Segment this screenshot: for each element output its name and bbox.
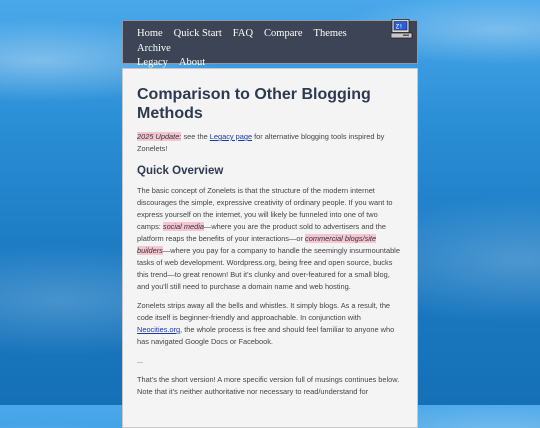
nav-archive[interactable]: Archive — [137, 42, 171, 54]
nav-about[interactable]: About — [178, 57, 206, 68]
update-tag: 2025 Update: — [137, 132, 182, 141]
page-title: Comparison to Other Blogging Methods — [137, 86, 371, 122]
p2-text-1: Zonelets strips away all the bells and whistles. It simply blogs. As a result, the code itself is beginner-friendly and approachable. In conjunction with — [137, 301, 391, 322]
highlight-social-media: social media — [162, 222, 204, 231]
page-wrapper — [122, 20, 418, 420]
highlight-commercial-blogs: commercial blogs/site builders — [137, 234, 377, 255]
overview-paragraph-1 — [137, 185, 403, 293]
nav-quick-start[interactable]: Quick Start — [173, 28, 222, 39]
legacy-page-link[interactable]: Legacy page — [209, 132, 253, 141]
nav-legacy[interactable]: Legacy — [137, 57, 168, 68]
ellipsis: ... — [137, 356, 144, 365]
update-text-before: see the — [181, 132, 210, 141]
section-heading: Quick Overview — [137, 165, 224, 177]
nav-links — [137, 27, 387, 71]
svg-text:Z!: Z! — [395, 23, 403, 31]
update-text-after: for alternative blogging tools inspired by Zonelets! — [137, 132, 385, 153]
overview-paragraph-2 — [137, 300, 403, 348]
nav-home[interactable]: Home — [137, 28, 163, 39]
p2-text-2: , the whole process is free and should feel familiar to anyone who has navigated Google Docs or Facebook. — [137, 325, 395, 346]
nav-compare[interactable]: Compare — [264, 28, 303, 39]
retro-computer-icon[interactable] — [391, 19, 413, 39]
p1-text-2: —where you are the product sold to advertisers and the platform reaps the benefits of your interactions—or — [137, 222, 386, 243]
neocities-link[interactable]: Neocities.org — [137, 325, 181, 334]
nav-themes[interactable]: Themes — [313, 28, 347, 39]
overview-paragraph-3: That's the short version! A more specific version full of musings continues below. Note that it's neither authoritative nor necessary to read/understand for — [137, 375, 400, 396]
p1-text-3: —where you pay for a company to handle the seemingly insurmountable tasks of web development. Wordpress.org, being free and open source, bucks this trend—to great renown! But it's clunky and over-featured for a small blog, and you'll still need to purchase a domain name and web hosting. — [137, 246, 400, 291]
p1-text-1: The basic concept of Zonelets is that the structure of the modern internet discourages the simple, expressive creativity of ordinary people. If you want to express yourself on the internet, you will likely be funneled into one of two camps: — [137, 186, 393, 231]
main-content — [122, 68, 418, 428]
nav-faq[interactable]: FAQ — [232, 28, 254, 39]
update-notice — [137, 131, 403, 155]
top-navbar — [122, 20, 418, 68]
